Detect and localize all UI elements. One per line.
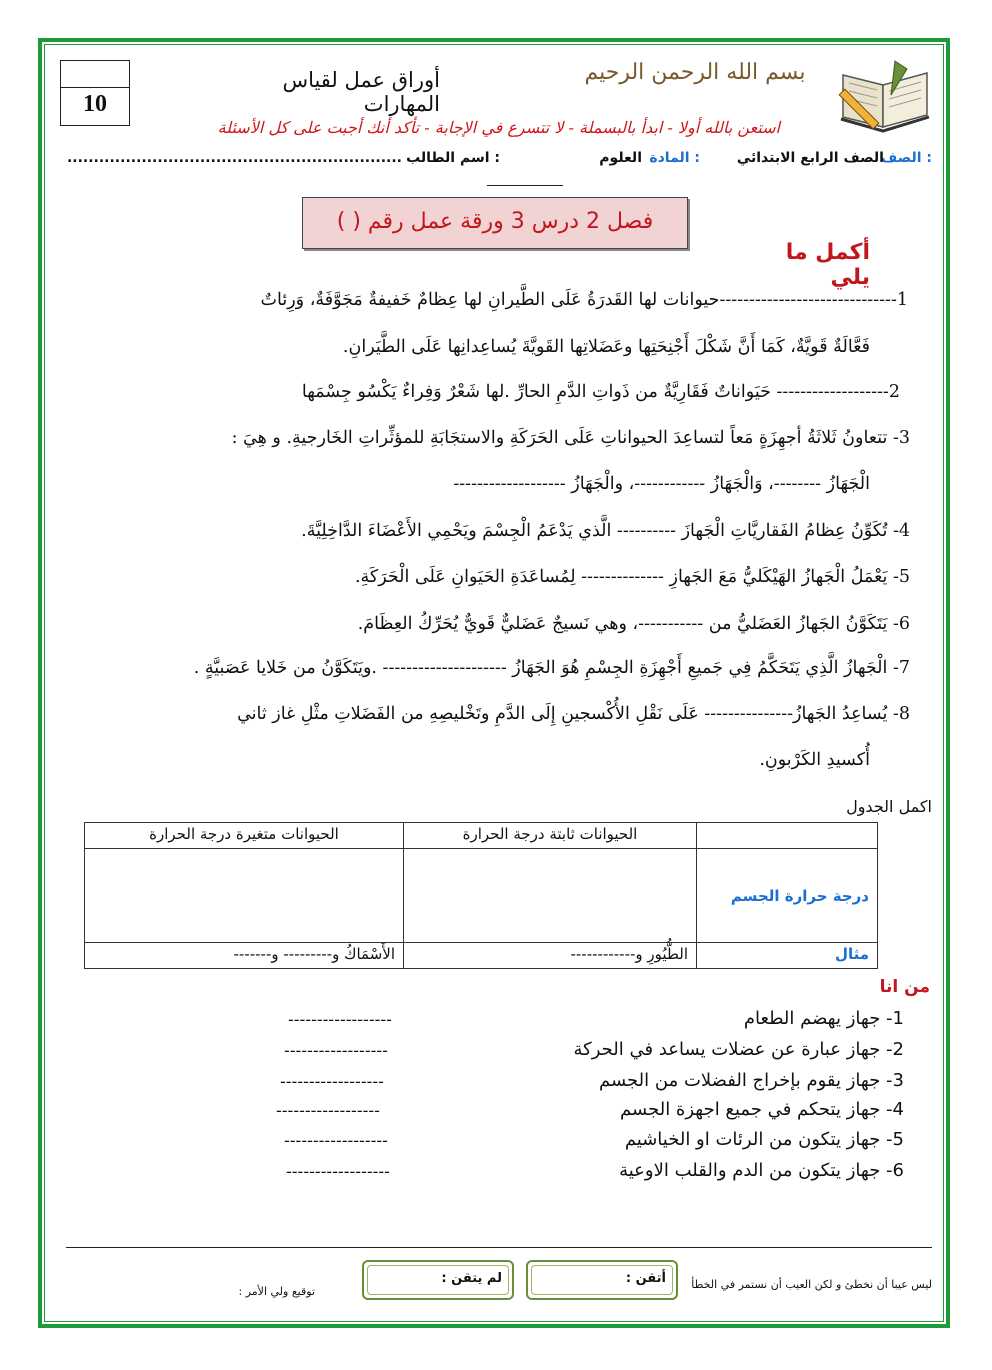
not-mastered-label: لم يتقن : <box>441 1271 502 1286</box>
complete-title: أكمل ما يلي <box>785 240 870 290</box>
answer-blank-6[interactable]: ------------------ <box>286 1162 390 1181</box>
who-am-i-title: من انا <box>879 977 930 997</box>
who-am-i-item-6: 6- جهاز يتكون من الدم والقلب الاوعية <box>619 1160 904 1181</box>
cell-constant-example[interactable]: الطُّيُورِ و------------ <box>404 943 697 969</box>
table-title: اكمل الجدول <box>846 797 932 816</box>
row-label-example: مثال <box>697 943 878 969</box>
score-box <box>60 60 130 126</box>
answer-blank-4[interactable]: ------------------ <box>276 1101 380 1120</box>
book-pencil-icon <box>835 55 935 135</box>
question-1-line-2: فَعَّالَةٌ قَويَّةٌ، كَمَا أَنَّ شَكْلَ أَجْنِحَتِها وعَضَلاتِها القَويَّةَ يُساعِدانِها عَلَى الطَّيَرانِ. <box>342 337 870 357</box>
question-3-line-2: الْجَهَازُ --------، وَالْجَهَازُ ------------، والْجَهَازُ ------------------- <box>453 474 870 494</box>
worksheet-title: أوراق عمل لقياس المهارات <box>282 68 440 116</box>
question-8-line-2: أُكسيدِ الكَرْبونِ. <box>759 750 870 770</box>
footer-motto: ليس عيبا أن نخطئ و لكن العيب أن نستمر في الخطأ <box>691 1278 932 1291</box>
basmala: بسم الله الرحمن الرحيم <box>584 60 806 85</box>
question-6: 6- يَتَكَوَّنُ الجَهازُ العَضَليُّ من -----------، وهي نَسيجٌ عَضَليٌّ قَويٌّ يُحَرِّكُ العِظَامَ. <box>357 614 910 634</box>
guardian-signature[interactable]: توقيع ولي الأمر : <box>238 1285 315 1298</box>
answer-blank-2[interactable]: ------------------ <box>284 1041 388 1060</box>
not-mastered-box[interactable] <box>362 1260 514 1300</box>
question-3-line-1: 3- تتعاونُ ثَلاثَةُ أجهِزَةٍ مَعاً لتساعِدَ الحيواناتِ عَلَى الحَرَكَةِ والاستجَابَةِ للمؤثِّراتِ الخَارجيةِ. و هِيَ : <box>231 428 910 448</box>
mastered-label: أتقن : <box>625 1271 666 1286</box>
cell-variable-temperature[interactable] <box>85 849 404 943</box>
who-am-i-item-1: 1- جهاز يهضم الطعام <box>743 1008 904 1029</box>
who-am-i-item-3: 3- جهاز يقوم بإخراج الفضلات من الجسم <box>599 1070 904 1091</box>
question-8-line-1: 8- يُساعِدُ الجَهازُ--------------- عَلَى نَقْلِ الأُكْسجينِ إِلَى الدَّمِ وتَخْليصِهِ من الفَضَلاتِ مثْلِ غاز ثاني <box>237 704 910 724</box>
question-4: 4- تُكَوِّنُ عِظامُ الفَقاريَّاتِ الْجَهازَ ---------- الَّذي يَدْعَمُ الْجِسْمَ ويَحْمِي الأَعْضَاءَ الدَّاخِلِيَّةَ. <box>301 521 910 541</box>
table-header-empty <box>697 823 878 849</box>
instructions: استعن بالله أولا - ابدأ بالبسملة - لا تتسرع في الإجابة - تأكد أنك أجبت على كل الأسئلة <box>217 118 780 137</box>
who-am-i-item-5: 5- جهاز يتكون من الرئات او الخياشيم <box>624 1129 904 1150</box>
temperature-table <box>84 822 878 969</box>
question-2: 2------------------- حَيَواناتٌ فَقَارِيَّةٌ من ذَواتِ الدَّمِ الحارِّ .لها شَعْرٌ وَفِراءٌ يَكْسُو جِسْمَها <box>301 382 900 402</box>
answer-blank-5[interactable]: ------------------ <box>284 1131 388 1150</box>
table-header-constant: الحيوانات ثابتة درجة الحرارة <box>404 823 697 849</box>
who-am-i-item-2: 2- جهاز عبارة عن عضلات يساعد في الحركة <box>573 1039 904 1060</box>
answer-blank-1[interactable]: ------------------ <box>288 1010 392 1029</box>
lesson-box: فصل 2 درس 3 ورقة عمل رقم ( ) <box>302 197 688 249</box>
cell-variable-example[interactable]: الأَسْمَاكُ و--------- و------- <box>85 943 404 969</box>
mastered-box[interactable] <box>526 1260 678 1300</box>
table-header-variable: الحيوانات متغيرة درجة الحرارة <box>85 823 404 849</box>
row-label-temperature: درجة حرارة الجسم <box>697 849 878 943</box>
who-am-i-item-4: 4- جهاز يتحكم في جميع اجهزة الجسم <box>620 1099 904 1120</box>
footer-divider <box>66 1247 932 1248</box>
info-row <box>66 150 940 174</box>
student-name-field[interactable]: ............................................................... <box>66 150 402 166</box>
cell-constant-temperature[interactable] <box>404 849 697 943</box>
question-1-line-1: 1------------------------------حيوانات لها القَدرَةُ عَلَى الطَّيرانِ لها عِظامٌ خَفيفةٌ مَجَوَّفَةٌ، وَرِئاتٌ <box>260 290 908 310</box>
answer-blank-3[interactable]: ------------------ <box>280 1072 384 1091</box>
student-label: اسم الطالب : <box>406 150 500 166</box>
subject-label: المادة : <box>649 150 700 166</box>
grade-label: الصف : <box>880 150 932 166</box>
question-7: 7- الْجَهازُ الَّذِي يَتَحَكَّمُ فِي جَميعِ أَجْهِزَةِ الجِسْمِ هُوَ الجَهَازُ --------------------- .ويَتَكَوَّنُ من خَلايا عَصَبيَّةٍ . <box>193 658 910 678</box>
score-value: 10 <box>83 91 107 117</box>
divider <box>487 185 563 186</box>
subject-value: العلوم <box>599 150 642 166</box>
grade-value: الصف الرابع الابتدائي <box>736 150 884 166</box>
question-5: 5- يَعْمَلُ الْجَهازُ الهَيْكَليُّ مَعَ الجَهازِ -------------- لِمُساعَدَةِ الحَيَوانِ عَلَى الْحَرَكَةِ. <box>354 567 910 587</box>
